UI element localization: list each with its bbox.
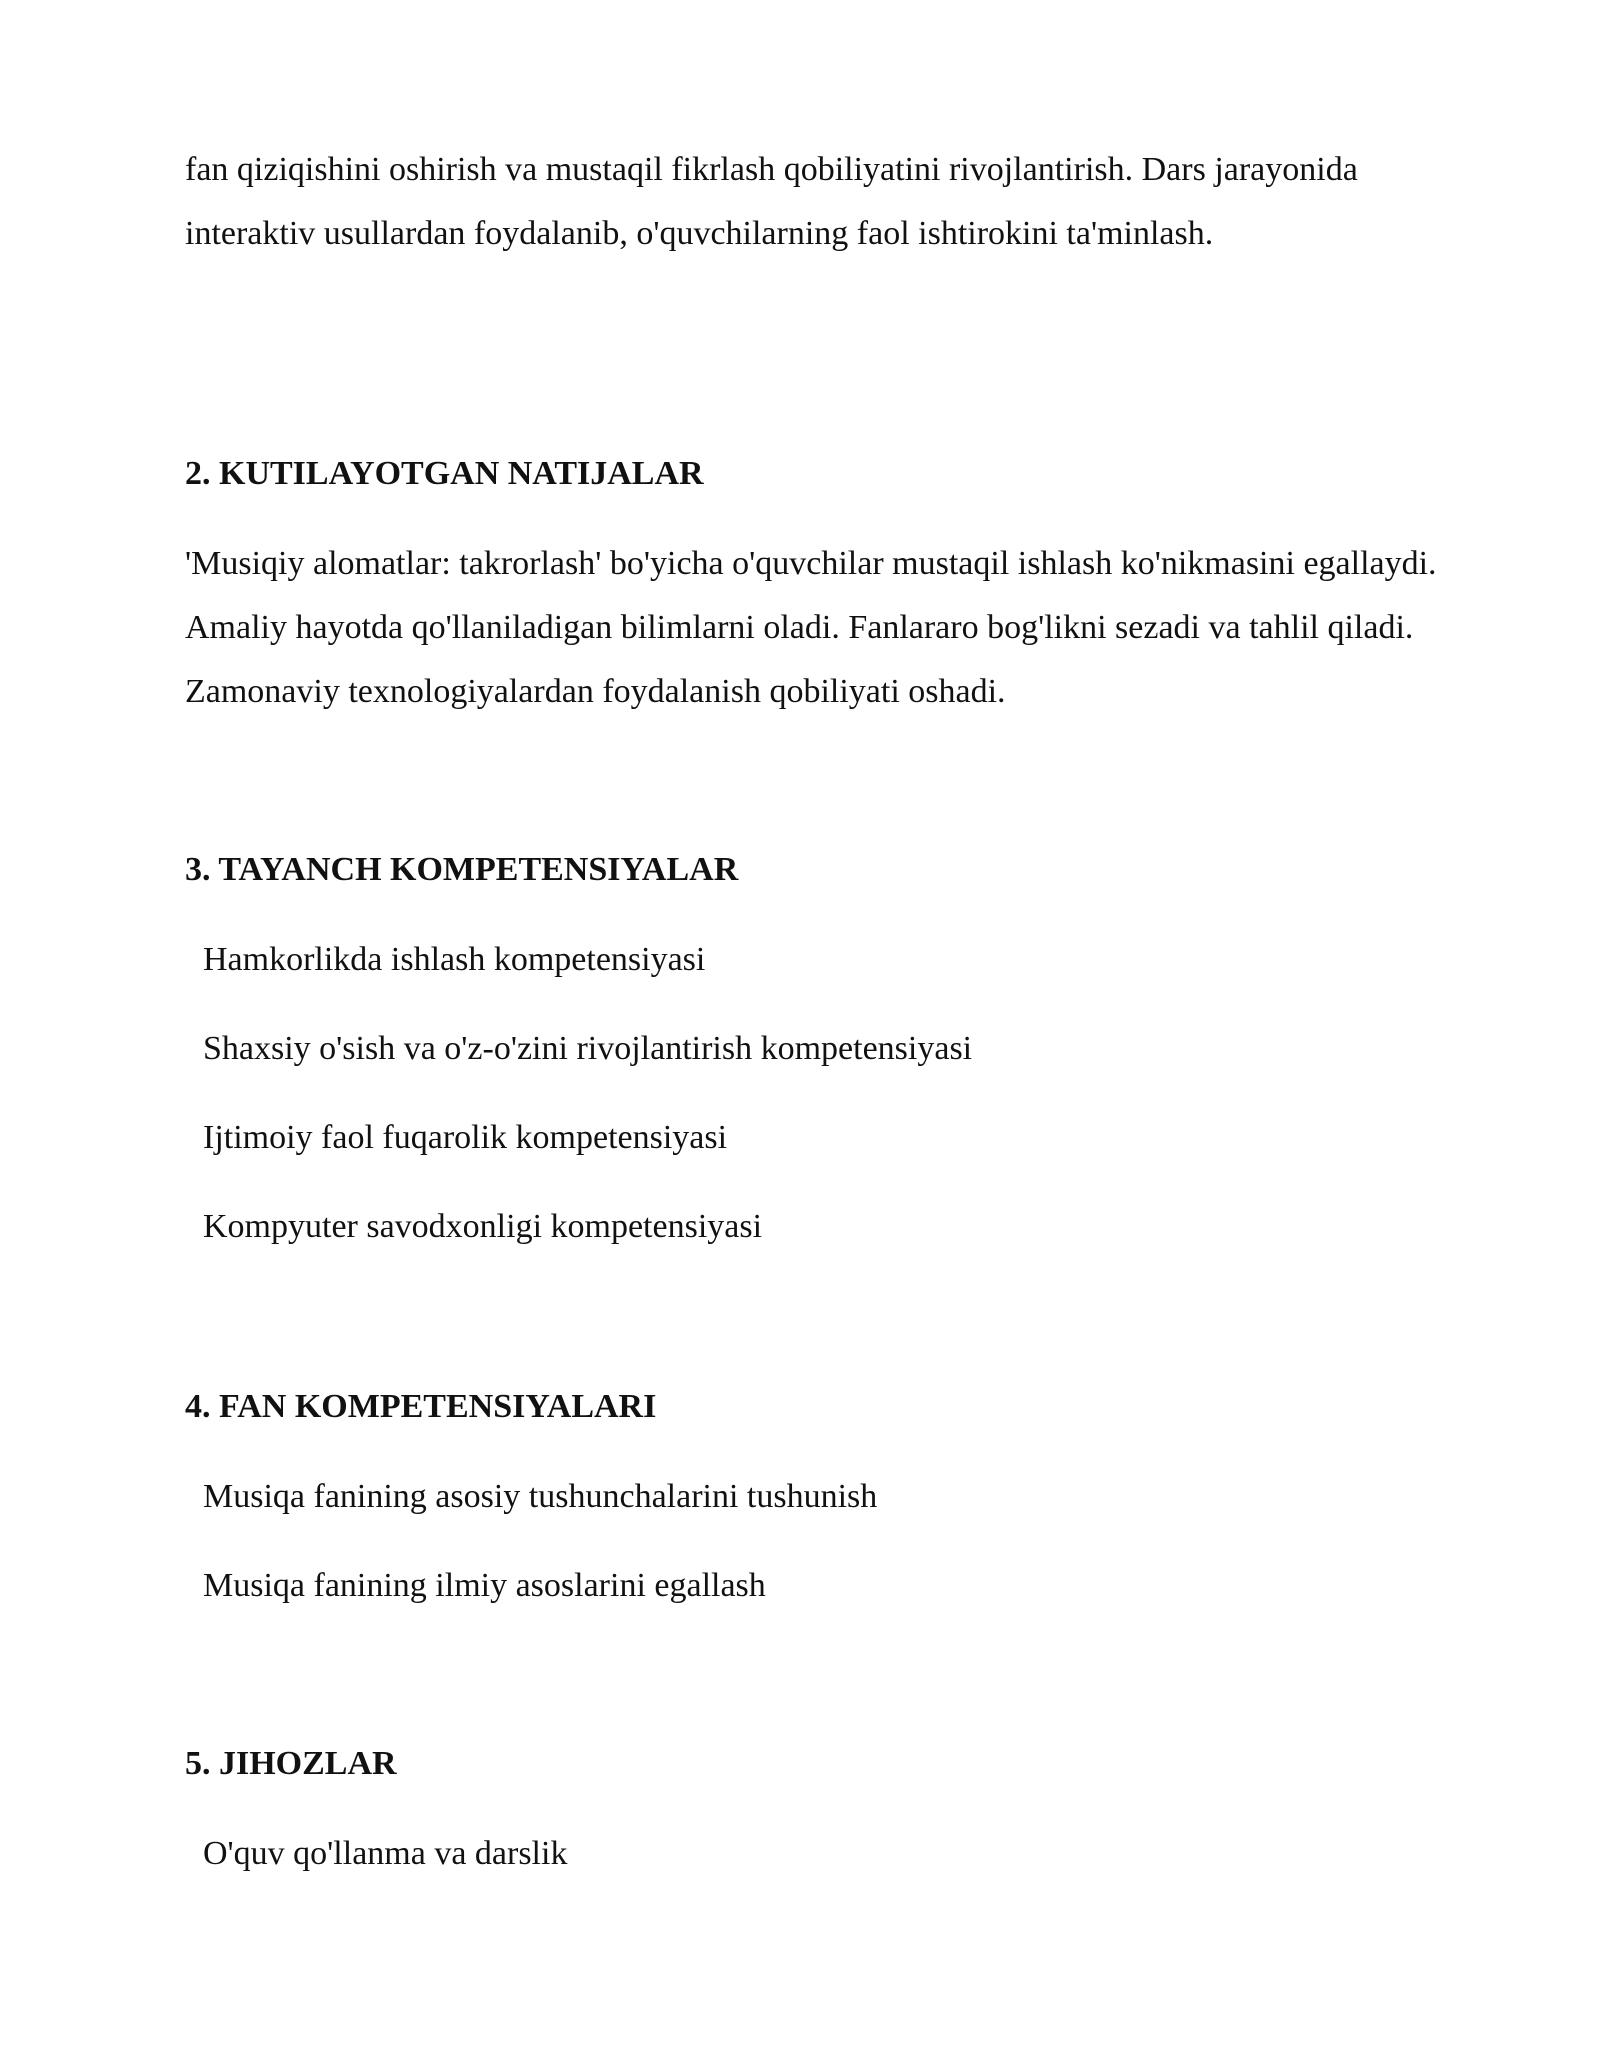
section-5-heading: 5. JIHOZLAR xyxy=(185,1745,397,1782)
competency-item: Ijtimoiy faol fuqarolik kompetensiyasi xyxy=(203,1119,728,1156)
competency-item: Kompyuter savodxonligi kompetensiyasi xyxy=(203,1208,763,1245)
subject-competency-item: Musiqa fanining ilmiy asoslarini egallash xyxy=(203,1567,766,1604)
intro-paragraph: fan qiziqishini oshirish va mustaqil fikrlash qobiliyatini rivojlantirish. Dars jarayonida interaktiv usullardan foydalanib, o'quvchilarning faol ishtirokini ta'minlash. xyxy=(185,151,1358,252)
section-2-paragraph: 'Musiqiy alomatlar: takrorlash' bo'yicha o'quvchilar mustaqil ishlash ko'nikmasini egallaydi. Amaliy hayotda qo'llaniladigan bilimlarni oladi. Fanlararo bog'likni sezadi va tahlil qiladi. Zamonaviy texnologiyalardan foydalanish qobiliyati oshadi. xyxy=(185,545,1437,710)
competency-item: Hamkorlikda ishlash kompetensiyasi xyxy=(203,941,706,978)
section-4-heading: 4. FAN KOMPETENSIYALARI xyxy=(185,1388,657,1425)
section-3-heading: 3. TAYANCH KOMPETENSIYALAR xyxy=(185,851,739,888)
equipment-item: O'quv qo'llanma va darslik xyxy=(203,1835,568,1872)
competency-item: Shaxsiy o'sish va o'z-o'zini rivojlantirish kompetensiyasi xyxy=(203,1030,973,1067)
section-2-heading: 2. KUTILAYOTGAN NATIJALAR xyxy=(185,455,704,492)
subject-competency-item: Musiqa fanining asosiy tushunchalarini tushunish xyxy=(203,1478,878,1515)
